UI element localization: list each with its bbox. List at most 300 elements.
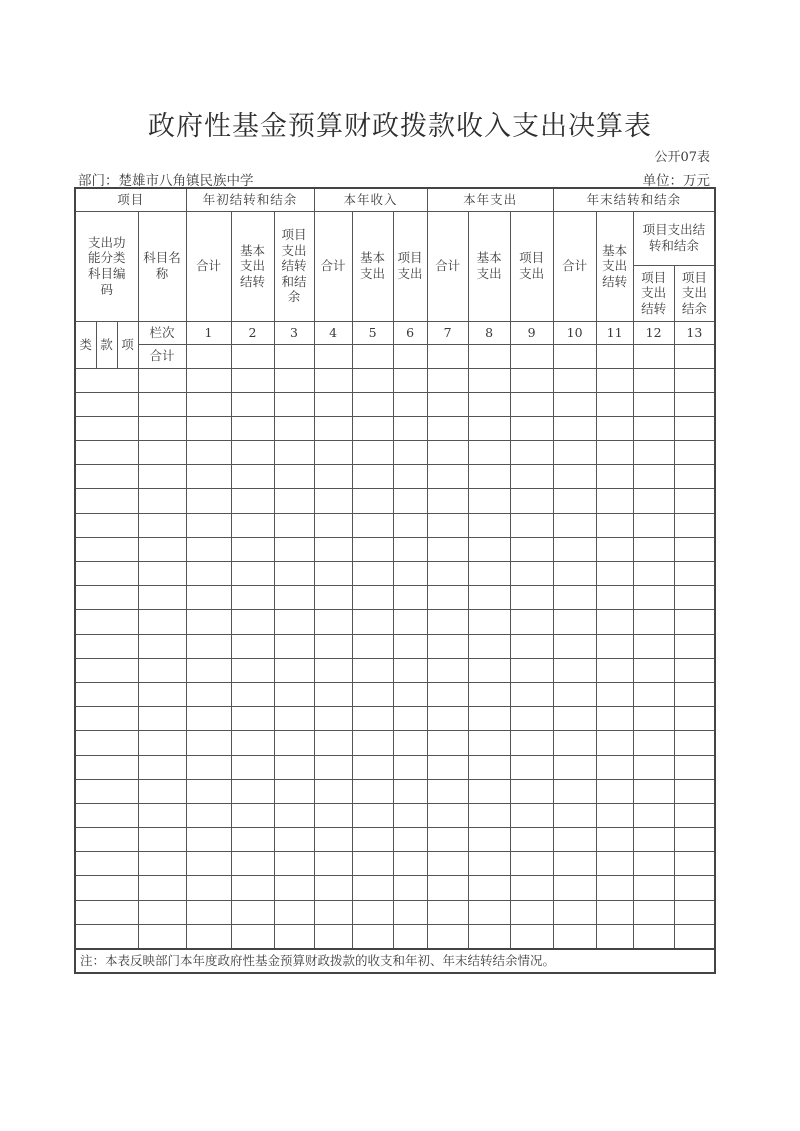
table-cell bbox=[633, 489, 674, 513]
table-cell bbox=[393, 900, 427, 924]
table-cell bbox=[186, 416, 231, 440]
table-cell bbox=[274, 489, 314, 513]
table-cell bbox=[393, 803, 427, 827]
table-cell bbox=[468, 658, 510, 682]
table-cell bbox=[596, 537, 633, 561]
table-row bbox=[75, 634, 715, 658]
table-cell bbox=[186, 900, 231, 924]
table-cell bbox=[596, 731, 633, 755]
table-cell bbox=[510, 658, 553, 682]
table-cell bbox=[352, 731, 393, 755]
table-cell bbox=[138, 731, 186, 755]
table-cell bbox=[427, 634, 468, 658]
table-cell bbox=[352, 465, 393, 489]
header-opening-basic: 基本支出结转 bbox=[231, 211, 274, 321]
table-cell bbox=[553, 852, 596, 876]
table-cell bbox=[138, 537, 186, 561]
table-cell bbox=[510, 634, 553, 658]
table-cell bbox=[352, 562, 393, 586]
table-cell bbox=[510, 441, 553, 465]
table-row bbox=[75, 803, 715, 827]
table-cell bbox=[75, 368, 138, 392]
table-cell bbox=[274, 707, 314, 731]
code-xiang: 项 bbox=[117, 321, 138, 368]
column-number: 11 bbox=[596, 321, 633, 344]
table-row bbox=[75, 441, 715, 465]
department-label: 部门：楚雄市八角镇民族中学 bbox=[78, 173, 254, 189]
table-cell bbox=[75, 610, 138, 634]
table-cell bbox=[231, 634, 274, 658]
code-kuan: 款 bbox=[96, 321, 117, 368]
table-cell bbox=[427, 416, 468, 440]
table-cell bbox=[674, 900, 715, 924]
table-cell bbox=[553, 658, 596, 682]
table-cell bbox=[393, 489, 427, 513]
table-cell bbox=[468, 876, 510, 900]
table-cell bbox=[138, 465, 186, 489]
table-cell bbox=[596, 586, 633, 610]
table-cell bbox=[352, 537, 393, 561]
table-cell bbox=[352, 586, 393, 610]
table-cell bbox=[468, 803, 510, 827]
table-cell bbox=[138, 368, 186, 392]
table-cell bbox=[186, 441, 231, 465]
table-cell bbox=[138, 876, 186, 900]
table-cell bbox=[393, 707, 427, 731]
table-cell bbox=[352, 489, 393, 513]
table-cell bbox=[510, 876, 553, 900]
table-cell bbox=[427, 610, 468, 634]
table-cell bbox=[427, 465, 468, 489]
table-cell bbox=[674, 465, 715, 489]
table-cell bbox=[352, 682, 393, 706]
table-cell bbox=[596, 392, 633, 416]
table-cell bbox=[231, 779, 274, 803]
table-cell bbox=[427, 876, 468, 900]
table-cell bbox=[596, 707, 633, 731]
table-cell bbox=[393, 562, 427, 586]
group-opening: 年初结转和结余 bbox=[186, 188, 314, 211]
header-closing-project-balance: 项目支出结余 bbox=[674, 265, 715, 321]
table-cell bbox=[274, 344, 314, 368]
table-cell bbox=[633, 562, 674, 586]
group-closing: 年末结转和结余 bbox=[553, 188, 715, 211]
table-cell bbox=[468, 441, 510, 465]
header-opening-project: 项目支出结转和结余 bbox=[274, 211, 314, 321]
table-cell bbox=[186, 876, 231, 900]
table-cell bbox=[75, 465, 138, 489]
table-cell bbox=[468, 489, 510, 513]
table-cell bbox=[393, 658, 427, 682]
table-cell bbox=[75, 731, 138, 755]
table-cell bbox=[633, 924, 674, 948]
table-cell bbox=[314, 682, 352, 706]
table-row bbox=[75, 562, 715, 586]
table-cell bbox=[674, 344, 715, 368]
table-cell bbox=[274, 803, 314, 827]
table-cell bbox=[393, 610, 427, 634]
column-number: 6 bbox=[393, 321, 427, 344]
table-cell bbox=[633, 658, 674, 682]
header-expense-project: 项目支出 bbox=[510, 211, 553, 321]
table-cell bbox=[393, 368, 427, 392]
table-cell bbox=[674, 924, 715, 948]
table-cell bbox=[510, 562, 553, 586]
column-number: 4 bbox=[314, 321, 352, 344]
table-cell bbox=[393, 682, 427, 706]
table-cell bbox=[274, 924, 314, 948]
table-cell bbox=[231, 586, 274, 610]
table-cell bbox=[596, 876, 633, 900]
table-cell bbox=[314, 876, 352, 900]
table-cell bbox=[427, 562, 468, 586]
table-cell bbox=[633, 537, 674, 561]
code-lei: 类 bbox=[75, 321, 96, 368]
table-cell bbox=[674, 755, 715, 779]
table-cell bbox=[393, 634, 427, 658]
table-cell bbox=[468, 392, 510, 416]
table-cell bbox=[553, 368, 596, 392]
table-cell bbox=[186, 803, 231, 827]
column-number: 8 bbox=[468, 321, 510, 344]
table-cell bbox=[231, 441, 274, 465]
table-cell bbox=[314, 658, 352, 682]
table-cell bbox=[274, 731, 314, 755]
table-row bbox=[75, 513, 715, 537]
table-cell bbox=[596, 755, 633, 779]
table-cell bbox=[510, 900, 553, 924]
table-cell bbox=[674, 779, 715, 803]
table-cell bbox=[138, 852, 186, 876]
table-cell bbox=[352, 924, 393, 948]
table-cell bbox=[393, 731, 427, 755]
table-cell bbox=[138, 634, 186, 658]
table-cell bbox=[510, 465, 553, 489]
column-label: 栏次 bbox=[138, 321, 186, 344]
table-cell bbox=[274, 779, 314, 803]
column-number: 5 bbox=[352, 321, 393, 344]
table-row bbox=[75, 731, 715, 755]
table-cell bbox=[138, 610, 186, 634]
table-cell bbox=[186, 610, 231, 634]
table-cell bbox=[231, 610, 274, 634]
table-cell bbox=[231, 344, 274, 368]
table-cell bbox=[674, 658, 715, 682]
table-cell bbox=[138, 924, 186, 948]
table-row bbox=[75, 489, 715, 513]
table-cell bbox=[352, 803, 393, 827]
table-cell bbox=[510, 392, 553, 416]
table-cell bbox=[674, 489, 715, 513]
table-cell bbox=[553, 682, 596, 706]
table-cell bbox=[274, 392, 314, 416]
table-cell bbox=[553, 537, 596, 561]
table-cell bbox=[274, 441, 314, 465]
table-cell bbox=[596, 852, 633, 876]
form-number: 公开07表 bbox=[654, 150, 710, 165]
header-closing-project-group: 项目支出结转和结余 bbox=[633, 211, 715, 265]
table-cell bbox=[510, 682, 553, 706]
table-cell bbox=[138, 900, 186, 924]
table-cell bbox=[510, 852, 553, 876]
table-cell bbox=[231, 876, 274, 900]
table-cell bbox=[674, 513, 715, 537]
table-cell bbox=[274, 586, 314, 610]
table-cell bbox=[138, 489, 186, 513]
table-cell bbox=[553, 634, 596, 658]
table-cell bbox=[393, 416, 427, 440]
table-cell bbox=[231, 416, 274, 440]
table-cell bbox=[231, 392, 274, 416]
table-cell bbox=[231, 562, 274, 586]
table-cell bbox=[231, 803, 274, 827]
table-cell bbox=[427, 828, 468, 852]
header-income-total: 合计 bbox=[314, 211, 352, 321]
table-cell bbox=[510, 513, 553, 537]
table-cell bbox=[427, 537, 468, 561]
table-cell bbox=[75, 682, 138, 706]
table-cell bbox=[231, 465, 274, 489]
table-cell bbox=[427, 707, 468, 731]
table-row bbox=[75, 682, 715, 706]
table-cell bbox=[274, 610, 314, 634]
table-cell bbox=[314, 707, 352, 731]
table-cell bbox=[633, 707, 674, 731]
table-cell bbox=[510, 779, 553, 803]
table-cell bbox=[314, 513, 352, 537]
table-cell bbox=[468, 731, 510, 755]
table-cell bbox=[596, 803, 633, 827]
table-cell bbox=[674, 731, 715, 755]
table-cell bbox=[427, 368, 468, 392]
table-cell bbox=[314, 610, 352, 634]
table-cell bbox=[633, 634, 674, 658]
header-opening-total: 合计 bbox=[186, 211, 231, 321]
table-row bbox=[75, 852, 715, 876]
table-cell bbox=[633, 900, 674, 924]
table-cell bbox=[510, 368, 553, 392]
table-cell bbox=[393, 852, 427, 876]
table-cell bbox=[596, 465, 633, 489]
table-cell bbox=[393, 513, 427, 537]
table-cell bbox=[674, 586, 715, 610]
footer-note: 注：本表反映部门本年度政府性基金预算财政拨款的收支和年初、年末结转结余情况。 bbox=[75, 949, 715, 973]
table-cell bbox=[75, 803, 138, 827]
table-cell bbox=[674, 562, 715, 586]
table-cell bbox=[314, 731, 352, 755]
table-cell bbox=[352, 876, 393, 900]
table-cell bbox=[468, 416, 510, 440]
table-cell bbox=[186, 924, 231, 948]
table-cell bbox=[186, 707, 231, 731]
table-cell bbox=[75, 441, 138, 465]
table-cell bbox=[553, 707, 596, 731]
table-cell bbox=[352, 900, 393, 924]
table-cell bbox=[468, 344, 510, 368]
table-cell bbox=[468, 682, 510, 706]
table-cell bbox=[75, 634, 138, 658]
table-cell bbox=[427, 755, 468, 779]
table-cell bbox=[393, 586, 427, 610]
table-cell bbox=[633, 610, 674, 634]
table-row bbox=[75, 610, 715, 634]
table-cell bbox=[674, 682, 715, 706]
table-row bbox=[75, 755, 715, 779]
table-cell bbox=[186, 755, 231, 779]
table-cell bbox=[633, 586, 674, 610]
table-cell bbox=[674, 441, 715, 465]
header-closing-basic: 基本支出结转 bbox=[596, 211, 633, 321]
header-func-code: 支出功能分类科目编码 bbox=[75, 211, 138, 321]
table-cell bbox=[468, 586, 510, 610]
table-cell bbox=[186, 344, 231, 368]
table-cell bbox=[274, 368, 314, 392]
header-income-basic: 基本支出 bbox=[352, 211, 393, 321]
table-cell bbox=[352, 852, 393, 876]
table-cell bbox=[138, 779, 186, 803]
table-cell bbox=[468, 924, 510, 948]
table-cell bbox=[274, 755, 314, 779]
table-cell bbox=[468, 634, 510, 658]
header-income-project: 项目支出 bbox=[393, 211, 427, 321]
table-cell bbox=[468, 537, 510, 561]
table-cell bbox=[510, 416, 553, 440]
table-cell bbox=[633, 513, 674, 537]
table-cell bbox=[553, 876, 596, 900]
table-cell bbox=[314, 634, 352, 658]
table-cell bbox=[352, 779, 393, 803]
table-cell bbox=[553, 392, 596, 416]
table-row bbox=[75, 465, 715, 489]
column-number: 9 bbox=[510, 321, 553, 344]
table-cell bbox=[393, 779, 427, 803]
table-cell bbox=[186, 586, 231, 610]
table-cell bbox=[633, 876, 674, 900]
table-cell bbox=[553, 900, 596, 924]
table-cell bbox=[314, 562, 352, 586]
table-cell bbox=[314, 755, 352, 779]
table-cell bbox=[510, 924, 553, 948]
table-cell bbox=[75, 586, 138, 610]
table-cell bbox=[633, 344, 674, 368]
table-cell bbox=[274, 537, 314, 561]
table-cell bbox=[186, 658, 231, 682]
table-cell bbox=[674, 537, 715, 561]
table-cell bbox=[633, 368, 674, 392]
table-cell bbox=[314, 828, 352, 852]
table-cell bbox=[314, 852, 352, 876]
table-row bbox=[75, 416, 715, 440]
table-cell bbox=[596, 779, 633, 803]
table-cell bbox=[393, 344, 427, 368]
table-row bbox=[75, 900, 715, 924]
table-cell bbox=[75, 392, 138, 416]
table-cell bbox=[468, 562, 510, 586]
table-cell bbox=[352, 755, 393, 779]
table-cell bbox=[314, 537, 352, 561]
table-cell bbox=[596, 513, 633, 537]
table-row bbox=[75, 537, 715, 561]
table-cell bbox=[274, 465, 314, 489]
table-cell bbox=[138, 682, 186, 706]
table-cell bbox=[427, 924, 468, 948]
table-cell bbox=[553, 779, 596, 803]
table-cell bbox=[674, 610, 715, 634]
table-cell bbox=[596, 489, 633, 513]
table-cell bbox=[314, 779, 352, 803]
table-cell bbox=[352, 513, 393, 537]
table-cell bbox=[427, 658, 468, 682]
column-number: 13 bbox=[674, 321, 715, 344]
table-cell bbox=[314, 900, 352, 924]
table-cell bbox=[314, 392, 352, 416]
table-row bbox=[75, 828, 715, 852]
table-cell bbox=[75, 852, 138, 876]
table-cell bbox=[186, 489, 231, 513]
total-label: 合计 bbox=[138, 344, 186, 368]
table-cell bbox=[75, 416, 138, 440]
table-cell bbox=[468, 707, 510, 731]
table-cell bbox=[186, 513, 231, 537]
table-cell bbox=[553, 755, 596, 779]
table-cell bbox=[75, 828, 138, 852]
table-cell bbox=[138, 828, 186, 852]
table-cell bbox=[596, 634, 633, 658]
table-row bbox=[75, 586, 715, 610]
table-cell bbox=[393, 876, 427, 900]
table-cell bbox=[75, 876, 138, 900]
table-cell bbox=[314, 924, 352, 948]
table-cell bbox=[314, 489, 352, 513]
unit-label: 单位：万元 bbox=[642, 173, 710, 189]
column-number: 1 bbox=[186, 321, 231, 344]
table-cell bbox=[352, 707, 393, 731]
table-cell bbox=[510, 803, 553, 827]
table-cell bbox=[674, 416, 715, 440]
table-cell bbox=[468, 610, 510, 634]
table-cell bbox=[231, 658, 274, 682]
table-cell bbox=[510, 489, 553, 513]
table-cell bbox=[633, 731, 674, 755]
table-cell bbox=[186, 852, 231, 876]
table-cell bbox=[138, 755, 186, 779]
table-cell bbox=[596, 562, 633, 586]
table-cell bbox=[393, 755, 427, 779]
table-cell bbox=[596, 900, 633, 924]
table-cell bbox=[314, 441, 352, 465]
header-closing-project-carry: 项目支出结转 bbox=[633, 265, 674, 321]
table-cell bbox=[674, 828, 715, 852]
table-cell bbox=[314, 344, 352, 368]
table-cell bbox=[274, 562, 314, 586]
table-cell bbox=[674, 876, 715, 900]
table-cell bbox=[510, 610, 553, 634]
table-cell bbox=[393, 828, 427, 852]
table-cell bbox=[553, 803, 596, 827]
table-cell bbox=[596, 828, 633, 852]
table-cell bbox=[468, 368, 510, 392]
table-cell bbox=[553, 489, 596, 513]
table-cell bbox=[510, 828, 553, 852]
table-cell bbox=[352, 441, 393, 465]
table-cell bbox=[510, 537, 553, 561]
table-row bbox=[75, 658, 715, 682]
table-cell bbox=[633, 852, 674, 876]
table-row bbox=[75, 779, 715, 803]
table-cell bbox=[352, 416, 393, 440]
table-cell bbox=[674, 707, 715, 731]
table-cell bbox=[393, 537, 427, 561]
